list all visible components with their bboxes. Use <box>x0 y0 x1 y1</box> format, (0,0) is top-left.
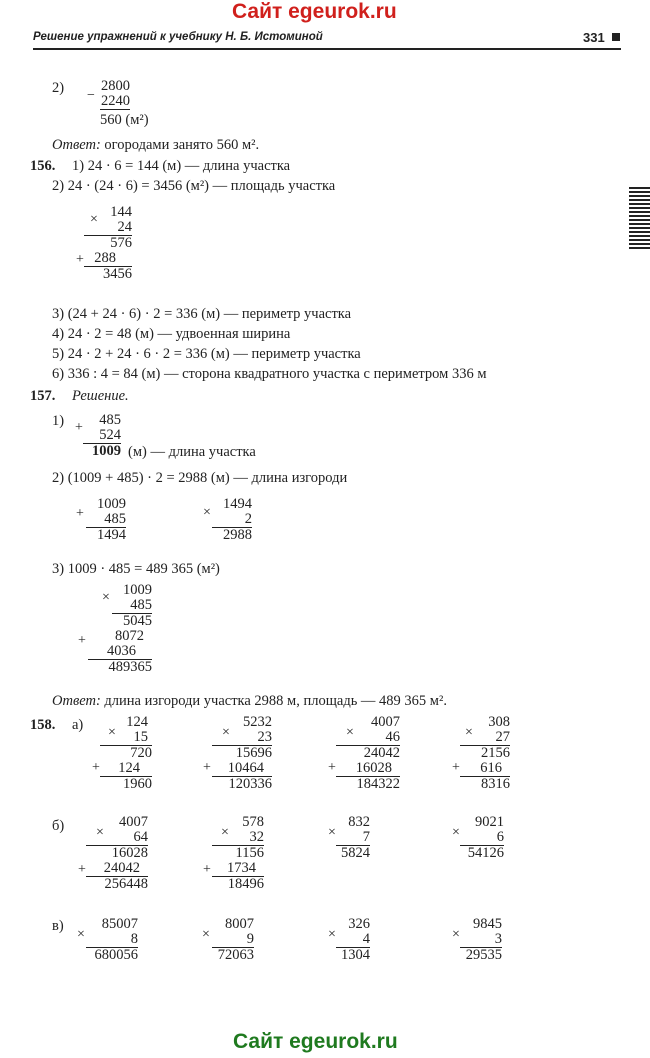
plus-sign: + <box>78 633 86 648</box>
p158-a4 <box>460 715 510 792</box>
times-sign: × <box>452 927 460 942</box>
factor: 308 <box>488 714 510 730</box>
addend: 1009 <box>97 496 126 512</box>
p156-step5: 5) 24 · 2 + 24 · 6 · 2 = 336 (м) — периметр участка <box>52 346 361 362</box>
factor: 832 <box>348 814 370 830</box>
p157-addition-1 <box>83 413 121 459</box>
times-sign: × <box>452 825 460 840</box>
p157-step3: 3) 1009 · 485 = 489 365 (м²) <box>52 561 220 577</box>
factor: 7 <box>336 830 370 846</box>
times-sign: × <box>328 825 336 840</box>
partial-product: 10464 <box>212 761 272 777</box>
plus-sign: + <box>203 760 211 775</box>
partial-product: 2156 <box>481 745 510 761</box>
p157-multiplication-3 <box>88 583 152 675</box>
p158-b3 <box>336 815 370 861</box>
p156-step6: 6) 336 : 4 = 84 (м) — сторона квадратного участка с периметром 336 м <box>52 366 487 382</box>
times-sign: × <box>77 927 85 942</box>
p158-v1 <box>86 917 138 963</box>
factor: 1009 <box>123 582 152 598</box>
plus-sign: + <box>76 506 84 521</box>
factor: 326 <box>348 916 370 932</box>
part-b-label: б) <box>52 818 65 834</box>
times-sign: × <box>96 825 104 840</box>
partial-product: 288 <box>84 251 132 267</box>
factor: 15 <box>100 730 152 746</box>
factor: 9845 <box>473 916 502 932</box>
plus-sign: + <box>203 862 211 877</box>
answer-label: Ответ: <box>52 693 101 709</box>
times-sign: × <box>108 725 116 740</box>
solution-label: Решение. <box>72 388 129 404</box>
factor: 27 <box>460 730 510 746</box>
partial-product: 616 <box>460 761 510 777</box>
times-sign: × <box>328 927 336 942</box>
answer-text: огородами занято 560 м². <box>104 137 260 153</box>
p158-a2 <box>212 715 272 792</box>
p157-answer <box>52 693 447 710</box>
p156-multiplication <box>84 205 132 282</box>
p156-step2: 2) 24 · (24 · 6) = 3456 (м²) — площадь участка <box>52 178 336 194</box>
task-157-number: 157. <box>30 388 56 404</box>
partial-product: 15696 <box>235 745 272 761</box>
part-v-label: в) <box>52 918 64 934</box>
p157-step1-text: (м) — длина участка <box>128 444 256 460</box>
factor: 85007 <box>101 916 138 932</box>
product: 5824 <box>341 845 370 861</box>
factor: 32 <box>212 830 264 846</box>
product: 8316 <box>481 776 510 792</box>
factor: 5232 <box>243 714 272 730</box>
p157-step2: 2) (1009 + 485) · 2 = 2988 (м) — длина изгороди <box>52 470 348 486</box>
p157-addition-2 <box>86 497 126 543</box>
partial-product: 16028 <box>336 761 400 777</box>
times-sign: × <box>202 927 210 942</box>
times-sign: × <box>102 590 110 605</box>
p158-v3 <box>336 917 370 963</box>
product: 18496 <box>227 876 264 892</box>
p158-b2 <box>212 815 264 892</box>
product: 72063 <box>217 947 254 963</box>
p155-answer <box>52 137 259 154</box>
p158-v2 <box>212 917 254 963</box>
plus-sign: + <box>92 760 100 775</box>
answer-text: длина изгороди участка 2988 м, площадь — 489 365 м². <box>104 693 447 709</box>
plus-sign: + <box>75 420 83 435</box>
factor: 46 <box>336 730 400 746</box>
site-watermark-bottom: Сайт egeurok.ru <box>233 1030 398 1053</box>
times-sign: × <box>90 212 98 227</box>
factor: 9 <box>212 932 254 948</box>
factor: 485 <box>112 598 152 614</box>
p158-b1 <box>86 815 148 892</box>
times-sign: × <box>203 505 211 520</box>
addend: 485 <box>86 512 126 528</box>
factor: 2 <box>212 512 252 528</box>
factor: 1494 <box>223 496 252 512</box>
running-header-title: Решение упражнений к учебнику Н. Б. Истоминой <box>33 31 323 43</box>
partial-product: 24042 <box>86 861 148 877</box>
p157-solution <box>72 388 129 405</box>
sum: 1009 <box>92 443 121 459</box>
factor: 3 <box>460 932 502 948</box>
partial-product: 4036 <box>88 644 152 660</box>
site-watermark-top: Сайт egeurok.ru <box>232 0 397 23</box>
p155-result: 560 (м²) <box>100 112 149 128</box>
factor: 4 <box>336 932 370 948</box>
p157-multiplication-2 <box>212 497 252 543</box>
answer-label: Ответ: <box>52 137 101 153</box>
p158-b4 <box>460 815 504 861</box>
factor: 8 <box>86 932 138 948</box>
page-edge-marker <box>629 187 650 249</box>
product: 120336 <box>228 776 272 792</box>
factor: 64 <box>86 830 148 846</box>
product: 54126 <box>467 845 504 861</box>
partial-product: 576 <box>110 235 132 251</box>
factor: 8007 <box>225 916 254 932</box>
page-marker-square <box>612 33 620 41</box>
product: 680056 <box>94 947 138 963</box>
factor: 23 <box>212 730 272 746</box>
product: 3456 <box>103 266 132 282</box>
addend: 524 <box>83 428 121 444</box>
factor: 24 <box>84 220 132 236</box>
sum: 1494 <box>97 527 126 543</box>
p155-label: 2) <box>52 80 65 96</box>
product: 2988 <box>223 527 252 543</box>
p156-step3: 3) (24 + 24 · 6) · 2 = 336 (м) — периметр участка <box>52 306 352 322</box>
product: 29535 <box>465 947 502 963</box>
plus-sign: + <box>76 252 84 267</box>
p155-subtrahend: 2240 <box>101 93 130 109</box>
p158-a1 <box>100 715 152 792</box>
task-158-number: 158. <box>30 717 56 733</box>
times-sign: × <box>222 725 230 740</box>
page-number: 331 <box>583 30 605 45</box>
factor: 4007 <box>119 814 148 830</box>
factor: 9021 <box>475 814 504 830</box>
partial-product: 124 <box>100 761 152 777</box>
product: 1304 <box>341 947 370 963</box>
p155-subtraction <box>100 79 130 110</box>
product: 489365 <box>108 659 152 675</box>
partial-product: 8072 <box>115 628 144 644</box>
factor: 6 <box>460 830 504 846</box>
plus-sign: + <box>78 862 86 877</box>
factor: 578 <box>242 814 264 830</box>
p156-step4: 4) 24 · 2 = 48 (м) — удвоенная ширина <box>52 326 291 342</box>
times-sign: × <box>221 825 229 840</box>
partial-product: 1734 <box>212 861 264 877</box>
partial-product: 1156 <box>235 845 264 861</box>
p156-step1: 1) 24 · 6 = 144 (м) — длина участка <box>72 158 291 174</box>
factor: 144 <box>110 204 132 220</box>
part-a-label: а) <box>72 717 84 733</box>
plus-sign: + <box>452 760 460 775</box>
times-sign: × <box>465 725 473 740</box>
plus-sign: + <box>328 760 336 775</box>
partial-product: 5045 <box>123 613 152 629</box>
p158-a3 <box>336 715 400 792</box>
p155-minuend: 2800 <box>101 78 130 94</box>
partial-product: 16028 <box>111 845 148 861</box>
factor: 124 <box>126 714 148 730</box>
times-sign: × <box>346 725 354 740</box>
product: 1960 <box>123 776 152 792</box>
task-156-number: 156. <box>30 158 56 174</box>
product: 256448 <box>104 876 148 892</box>
partial-product: 720 <box>130 745 152 761</box>
factor: 4007 <box>371 714 400 730</box>
p158-v4 <box>460 917 502 963</box>
addend: 485 <box>99 412 121 428</box>
minus-sign: − <box>87 88 95 103</box>
p157-step1-label: 1) <box>52 413 65 429</box>
product: 184322 <box>356 776 400 792</box>
header-rule <box>33 48 621 50</box>
partial-product: 24042 <box>363 745 400 761</box>
